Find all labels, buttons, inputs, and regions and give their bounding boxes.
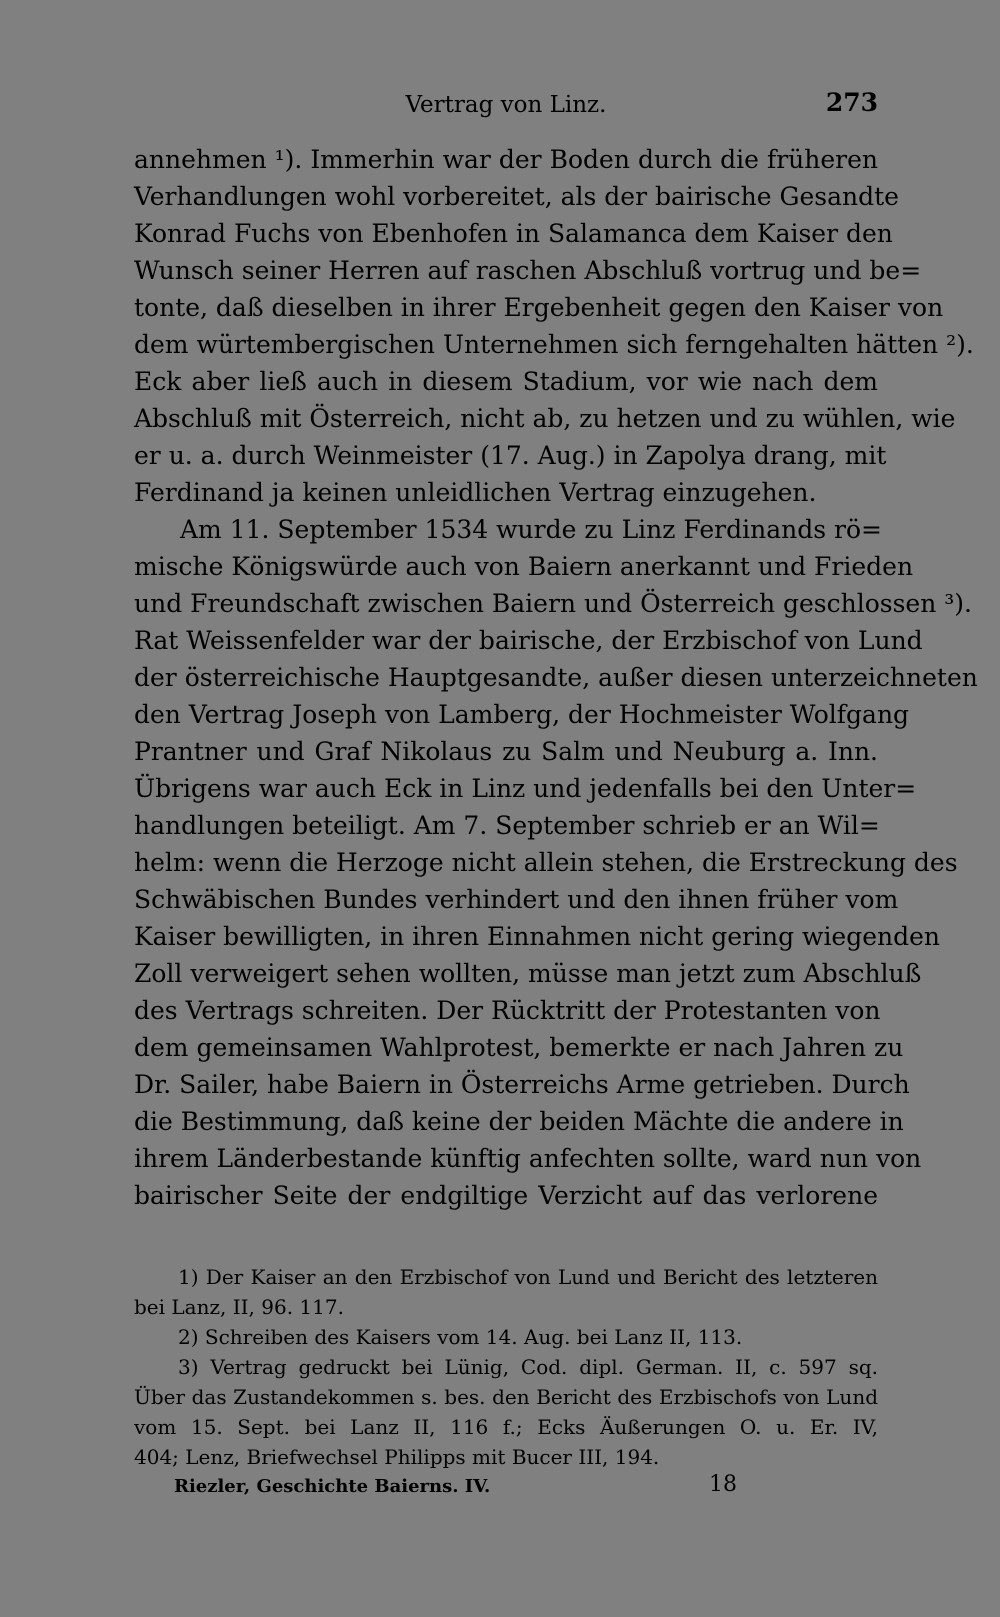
text-line: helm: wenn die Herzoge nicht allein stehen, die Erstreckung des [134,848,958,877]
text-line: mische Königswürde auch von Baiern anerkannt und Frieden [134,552,914,581]
text-line: Zoll verweigert sehen wollten, müsse man jetzt zum Abschluß [134,959,922,988]
text-line: Übrigens war auch Eck in Linz und jedenfalls bei den Unter= [134,774,917,803]
text-line: die Bestimmung, daß keine der beiden Mächte die andere in [134,1107,904,1136]
text-line: dem gemeinsamen Wahlprotest, bemerkte er nach Jahren zu [134,1033,904,1062]
text-line: dem würtembergischen Unternehmen sich ferngehalten hätten ²). [134,330,974,359]
text-line: des Vertrags schreiten. Der Rücktritt der Protestanten von [134,996,881,1025]
text-line: Am 11. September 1534 wurde zu Linz Ferdinands rö= [180,515,882,544]
text-line: Eck aber ließ auch in diesem Stadium, vor wie nach dem [134,367,878,396]
text-line: Ferdinand ja keinen unleidlichen Vertrag einzugehen. [134,478,817,507]
body-text [134,141,978,1214]
footnote-line: bei Lanz, II, 96. 117. [134,1295,344,1319]
footnotes [134,1262,878,1472]
text-line: Abschluß mit Österreich, nicht ab, zu hetzen und zu wühlen, wie [134,404,956,433]
text-line: tonte, daß dieselben in ihrer Ergebenheit gegen den Kaiser von [134,293,944,322]
text-line: Kaiser bewilligten, in ihren Einnahmen nicht gering wiegenden [134,922,941,951]
footnote-line: 1) Der Kaiser an den Erzbischof von Lund und Bericht des letzteren [178,1265,878,1289]
text-line: der österreichische Hauptgesandte, außer diesen unterzeichneten [134,663,978,692]
text-line: Schwäbischen Bundes verhindert und den ihnen früher vom [134,885,899,914]
text-line: annehmen ¹). Immerhin war der Boden durch die früheren [134,145,878,174]
text-line: ihrem Länderbestande künftig anfechten sollte, ward nun von [134,1144,922,1173]
signature-mark: Riezler, Geschichte Baierns. IV. [174,1476,491,1497]
running-title: Vertrag von Linz. [405,92,607,118]
footnote-line: 3) Vertrag gedruckt bei Lünig, Cod. dipl. German. II, c. 597 sq. [178,1355,878,1379]
text-line: den Vertrag Joseph von Lamberg, der Hochmeister Wolfgang [134,700,910,729]
page-header [134,86,878,126]
footnote-line: 2) Schreiben des Kaisers vom 14. Aug. bei Lanz II, 113. [178,1325,743,1349]
footnote-line: 404; Lenz, Briefwechsel Philipps mit Bucer III, 194. [134,1445,660,1469]
page-number: 273 [825,88,878,117]
text-line: Rat Weissenfelder war der bairische, der Erzbischof von Lund [134,626,923,655]
text-line: Wunsch seiner Herren auf raschen Abschluß vortrug und be= [134,256,922,285]
sheet-number: 18 [709,1472,737,1497]
text-line: und Freundschaft zwischen Baiern und Österreich geschlossen ³). [134,589,973,618]
footnote-line: vom 15. Sept. bei Lanz II, 116 f.; Ecks Äußerungen O. u. Er. IV, [134,1415,878,1439]
text-line: Konrad Fuchs von Ebenhofen in Salamanca dem Kaiser den [134,219,893,248]
text-line: handlungen beteiligt. Am 7. September schrieb er an Wil= [134,811,880,840]
text-line: Dr. Sailer, habe Baiern in Österreichs Arme getrieben. Durch [134,1070,910,1099]
text-line: bairischer Seite der endgiltige Verzicht auf das verlorene [134,1181,878,1210]
text-line: er u. a. durch Weinmeister (17. Aug.) in Zapolya drang, mit [134,441,887,470]
footnote-line: Über das Zustandekommen s. bes. den Bericht des Erzbischofs von Lund [134,1385,878,1409]
text-line: Prantner und Graf Nikolaus zu Salm und Neuburg a. Inn. [134,737,878,766]
text-line: Verhandlungen wohl vorbereitet, als der bairische Gesandte [134,182,899,211]
